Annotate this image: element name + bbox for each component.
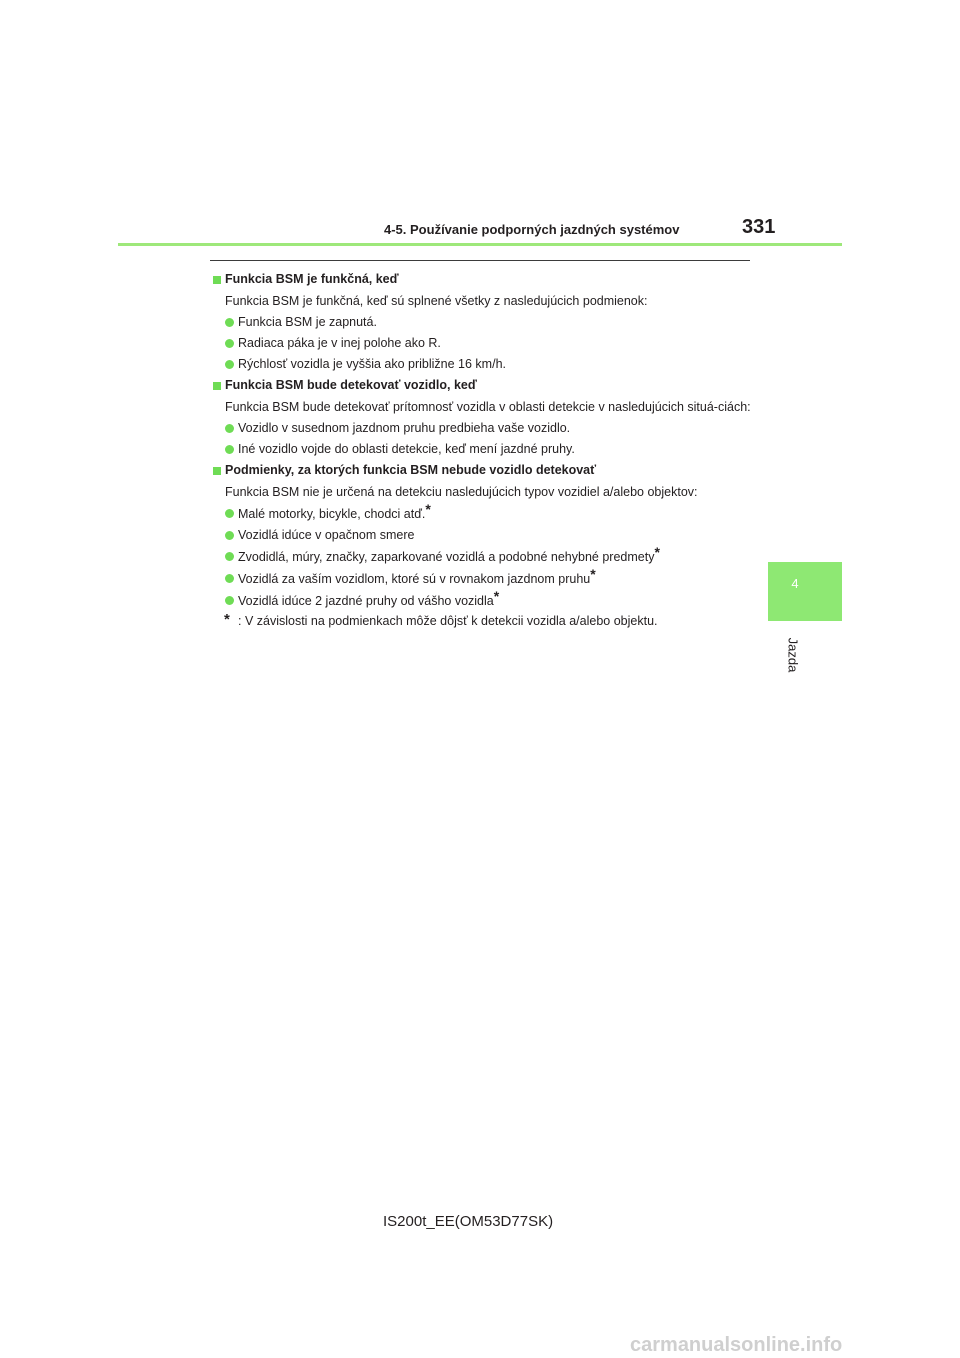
list-item-text: Vozidlo v susednom jazdnom pruhu predbieha vaše vozidlo. — [238, 421, 571, 435]
section-intro: Funkcia BSM nie je určená na detekciu nasledujúcich typov vozidiel a/alebo objektov: — [225, 485, 698, 499]
chapter-tab[interactable] — [768, 562, 842, 621]
list-item-text: Zvodidlá, múry, značky, zaparkované vozidlá a podobné nehybné predmety — [238, 550, 655, 564]
list-item — [210, 526, 755, 545]
list-item — [210, 440, 755, 459]
section-intro: Funkcia BSM bude detekovať prítomnosť vozidla v oblasti detekcie v nasledujúcich situá-ciách: — [225, 400, 751, 414]
list-item-text: Funkcia BSM je zapnutá. — [238, 315, 377, 329]
list-item — [210, 313, 755, 332]
list-item — [210, 419, 755, 438]
content-divider — [210, 260, 750, 261]
round-bullet-icon — [225, 509, 234, 518]
section-heading — [210, 270, 755, 289]
list-item-text: Rýchlosť vozidla je vyššia ako približne 16 km/h. — [238, 357, 506, 371]
footnote-marker: * — [493, 588, 500, 604]
footnote-marker: * — [590, 566, 596, 582]
model-code: IS200t_EE(OM53D77SK) — [383, 1213, 554, 1230]
heading-text: Funkcia BSM bude detekovať vozidlo, keď — [225, 378, 477, 392]
round-bullet-icon — [225, 552, 234, 561]
list-item-text: Vozidlá idúce 2 jazdné pruhy od vášho vozidla — [238, 594, 494, 608]
round-bullet-icon — [225, 574, 234, 583]
list-item — [210, 566, 755, 589]
square-bullet-icon — [213, 467, 221, 475]
footnote-star: * — [224, 611, 230, 628]
list-item — [210, 334, 755, 353]
round-bullet-icon — [225, 360, 234, 369]
round-bullet-icon — [225, 318, 234, 327]
chapter-label-text: Jazda — [785, 637, 801, 673]
round-bullet-icon — [225, 531, 234, 540]
chapter-label — [778, 630, 808, 680]
footnote-text: : V závislosti na podmienkach môže dôjsť k detekcii vozidla a/alebo objektu. — [238, 614, 658, 628]
footnote — [210, 612, 755, 631]
square-bullet-icon — [213, 382, 221, 390]
section-intro: Funkcia BSM je funkčná, keď sú splnené všetky z nasledujúcich podmienok: — [225, 294, 648, 308]
chapter-number: 4 — [791, 576, 799, 591]
round-bullet-icon — [225, 596, 234, 605]
watermark: carmanualsonline.info — [630, 1334, 843, 1356]
section-heading — [210, 376, 755, 395]
list-item — [210, 544, 755, 567]
page-content — [210, 268, 755, 631]
section-title: 4-5. Používanie podporných jazdných systémov — [384, 222, 680, 237]
list-item — [210, 501, 755, 524]
footnote-marker: * — [425, 501, 431, 517]
round-bullet-icon — [225, 339, 234, 348]
list-item-text: Vozidlá za vaším vozidlom, ktoré sú v rovnakom jazdnom pruhu — [238, 572, 591, 586]
square-bullet-icon — [213, 276, 221, 284]
heading-text: Podmienky, za ktorých funkcia BSM nebude vozidlo detekovať — [225, 463, 597, 477]
page-number: 331 — [742, 216, 776, 238]
round-bullet-icon — [225, 445, 234, 454]
list-item-text: Vozidlá idúce v opačnom smere — [238, 528, 415, 542]
heading-text: Funkcia BSM je funkčná, keď — [225, 272, 399, 286]
header-divider — [118, 243, 842, 246]
list-item-text: Malé motorky, bicykle, chodci atď. — [238, 507, 426, 521]
list-item-text: Iné vozidlo vojde do oblasti detekcie, keď mení jazdné pruhy. — [238, 442, 575, 456]
round-bullet-icon — [225, 424, 234, 433]
list-item — [210, 588, 755, 611]
footnote-marker: * — [654, 544, 660, 560]
section-heading — [210, 461, 755, 480]
list-item-text: Radiaca páka je v inej polohe ako R. — [238, 336, 441, 350]
list-item — [210, 355, 755, 374]
